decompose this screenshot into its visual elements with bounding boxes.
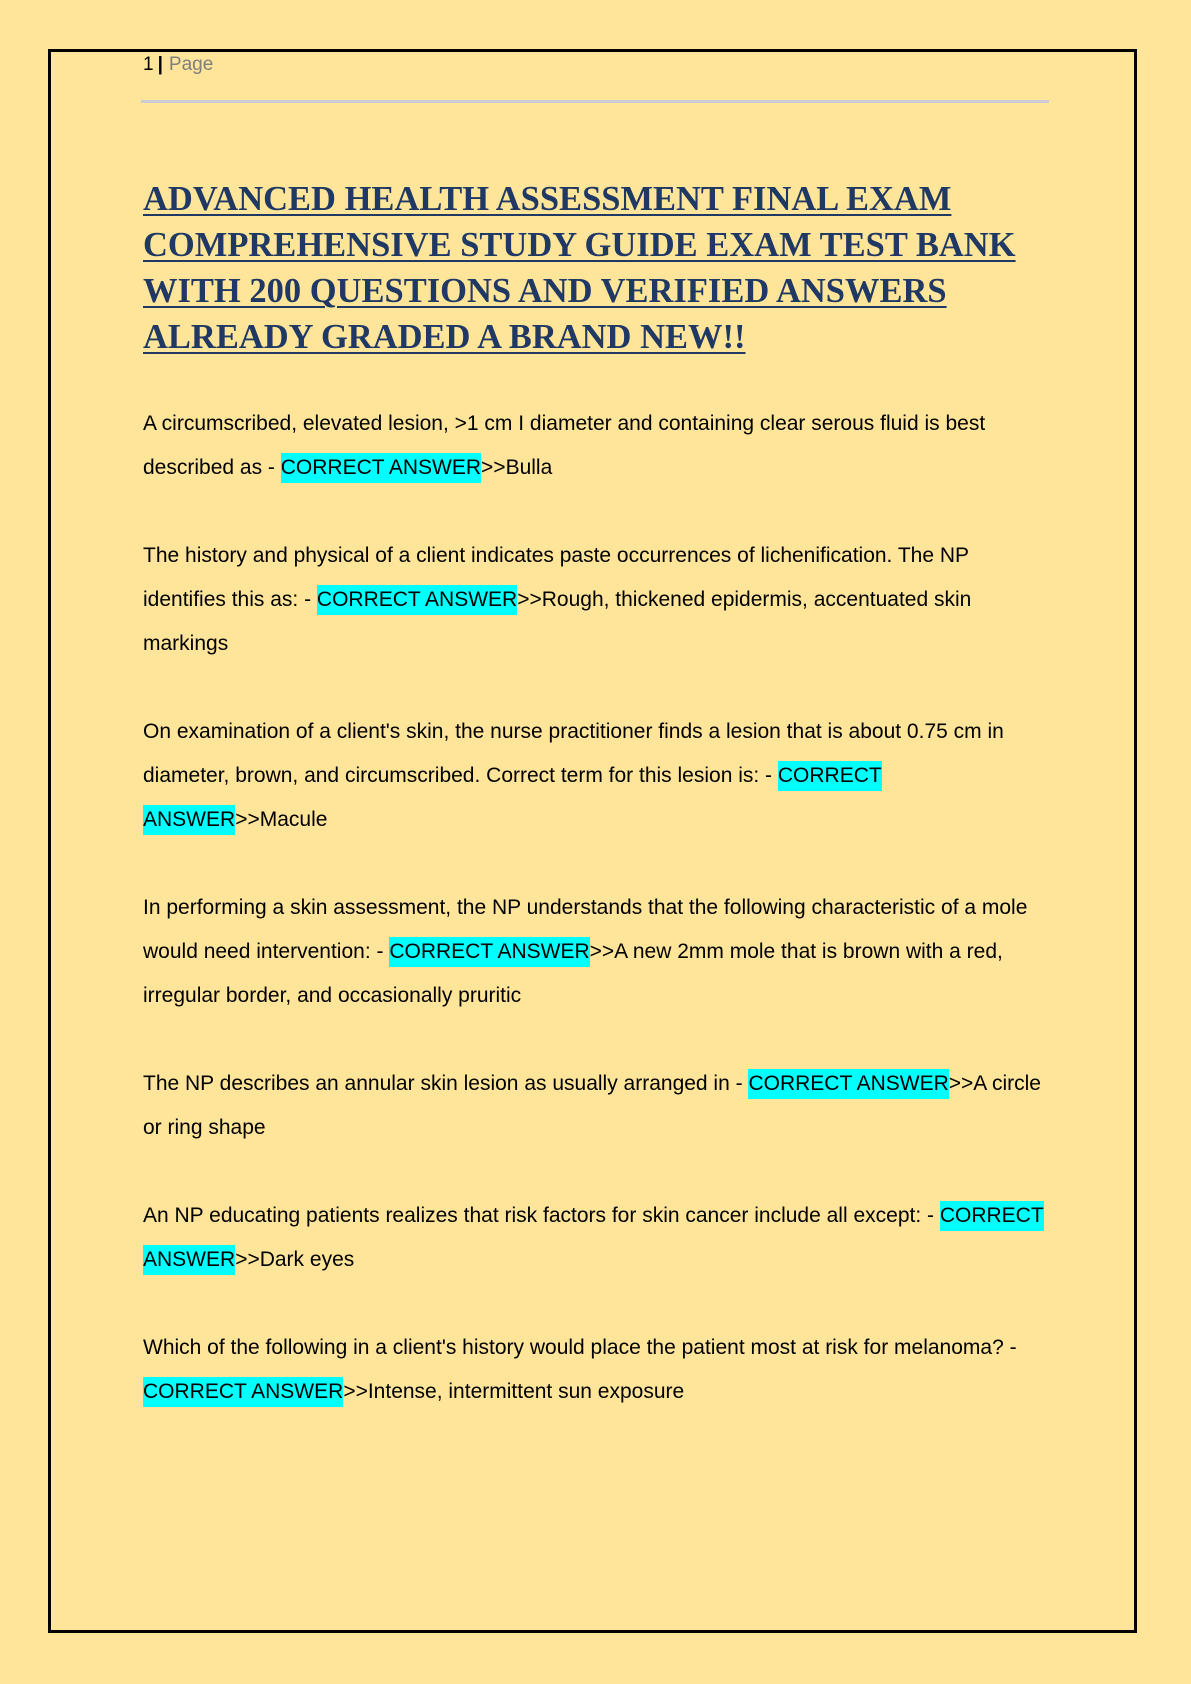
- page-word: Page: [168, 54, 214, 75]
- correct-answer-label: CORRECT ANSWER: [143, 1201, 1044, 1275]
- question-text: The history and physical of a client indicates paste occurrences of lichenification. The NP identifies this as: -: [143, 544, 969, 611]
- question-text: A circumscribed, elevated lesion, >1 cm I diameter and containing clear serous fluid is best described as -: [143, 412, 986, 479]
- question-text: The NP describes an annular skin lesion as usually arranged in -: [143, 1072, 749, 1095]
- qa-item: [143, 1326, 1053, 1414]
- qa-item: [143, 886, 1053, 1018]
- question-text: Which of the following in a client's history would place the patient most at risk for melanoma? -: [143, 1336, 1017, 1359]
- answer-text: >>Rough, thickened epidermis, accentuated skin markings: [143, 588, 972, 655]
- qa-list: [143, 402, 1053, 1458]
- answer-text: >>Dark eyes: [235, 1248, 355, 1271]
- answer-text: >>Intense, intermittent sun exposure: [343, 1380, 685, 1403]
- correct-answer-label: CORRECT ANSWER: [281, 453, 481, 483]
- answer-text: >>A new 2mm mole that is brown with a red, irregular border, and occasionally pruritic: [143, 940, 1003, 1007]
- answer-text: >>A circle or ring shape: [143, 1072, 1041, 1139]
- qa-item: [143, 1062, 1053, 1150]
- page-header: [143, 52, 213, 78]
- page-number: 1: [143, 54, 154, 75]
- document-title: ADVANCED HEALTH ASSESSMENT FINAL EXAM COMPREHENSIVE STUDY GUIDE EXAM TEST BANK WITH 200 QUESTIONS AND VERIFIED ANSWERS ALREADY GRADED A BRAND NEW!!: [143, 180, 1016, 356]
- page-separator: |: [157, 54, 163, 75]
- correct-answer-label: CORRECT ANSWER: [748, 1069, 948, 1099]
- correct-answer-label: CORRECT ANSWER: [389, 937, 589, 967]
- qa-item: [143, 402, 1053, 490]
- question-text: In performing a skin assessment, the NP understands that the following characteristic of a mole would need intervention: -: [143, 896, 1028, 963]
- header-rule: [141, 100, 1049, 103]
- correct-answer-label: CORRECT ANSWER: [143, 1377, 343, 1407]
- correct-answer-label: CORRECT ANSWER: [317, 585, 517, 615]
- qa-item: [143, 534, 1053, 666]
- question-text: An NP educating patients realizes that risk factors for skin cancer include all except: -: [143, 1204, 940, 1227]
- answer-text: >>Macule: [235, 808, 328, 831]
- qa-item: [143, 1194, 1053, 1282]
- qa-item: [143, 710, 1053, 842]
- question-text: On examination of a client's skin, the nurse practitioner finds a lesion that is about 0.75 cm in diameter, brown, and circumscribed. Correct term for this lesion is: -: [143, 720, 1004, 787]
- correct-answer-label: CORRECT ANSWER: [143, 761, 882, 835]
- answer-text: >>Bulla: [481, 456, 553, 479]
